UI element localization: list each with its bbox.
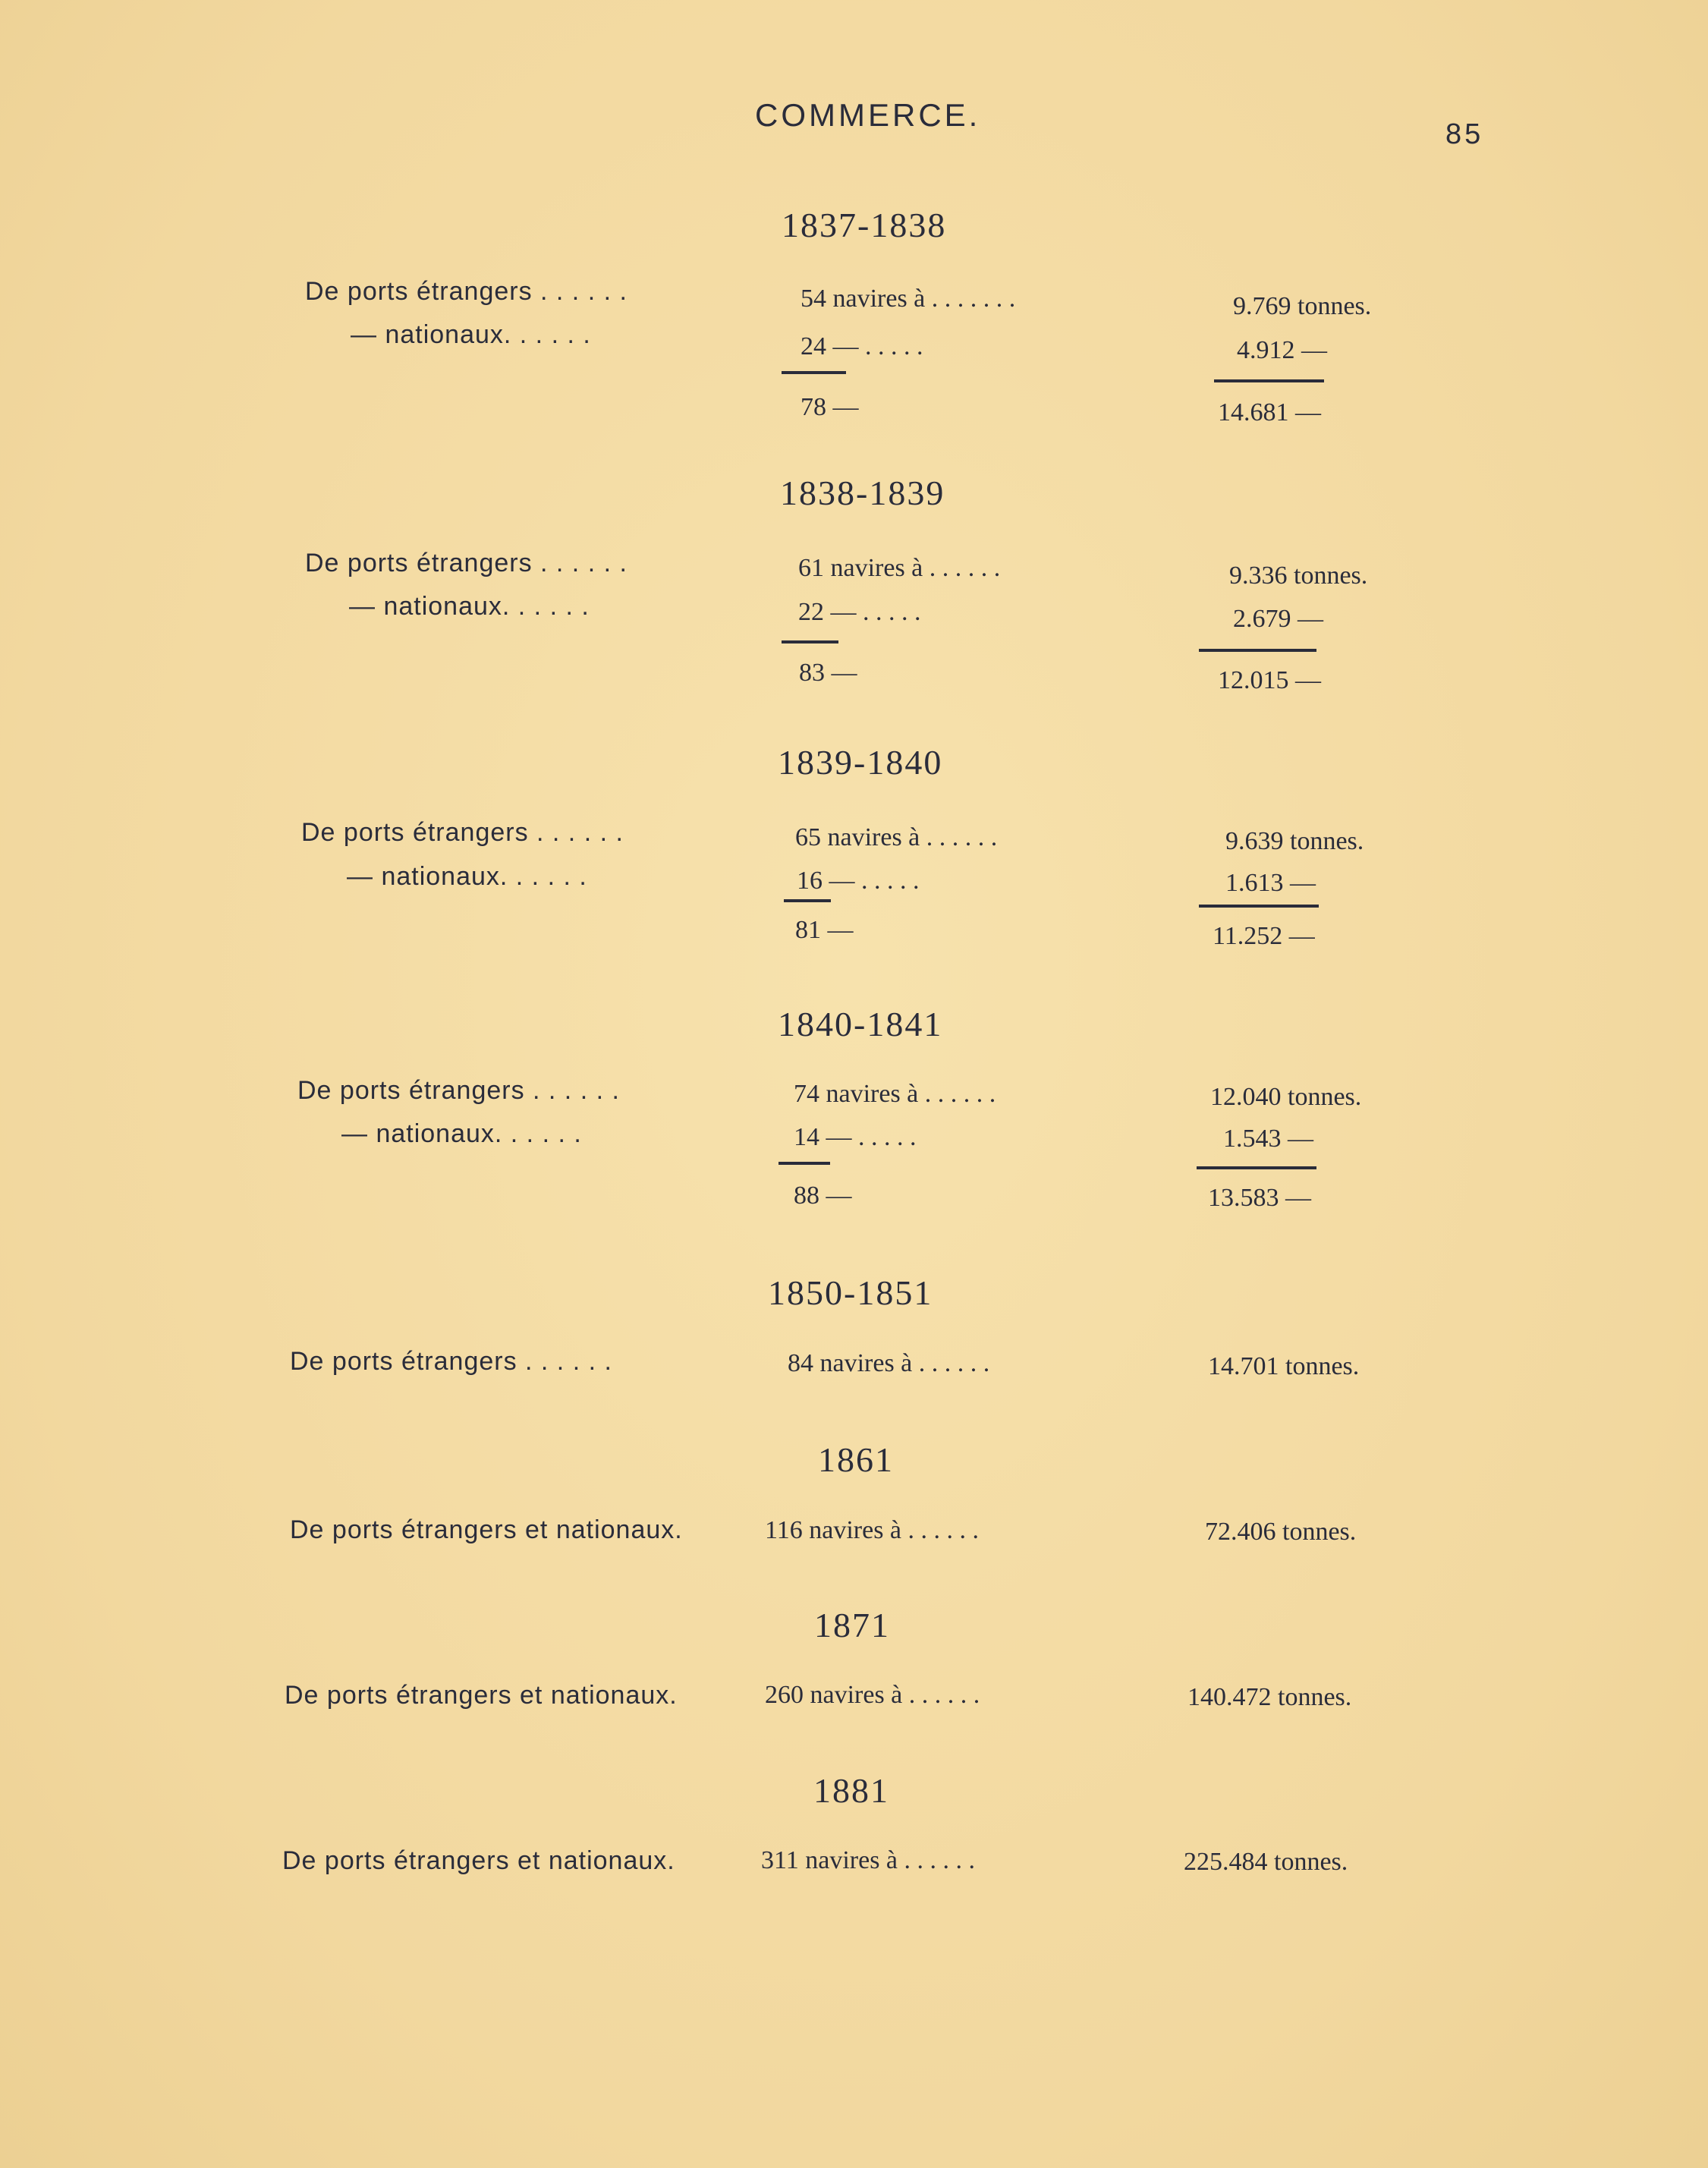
row-label: — nationaux. . . . . .	[347, 862, 587, 891]
row-ships: 14 — . . . . .	[794, 1123, 917, 1151]
row-ships: 74 navires à . . . . . .	[794, 1080, 996, 1108]
page-title: COMMERCE.	[755, 97, 981, 133]
total-ships: 88 —	[794, 1182, 852, 1210]
total-ships: 83 —	[799, 659, 857, 687]
sum-rule	[782, 640, 838, 643]
page-number: 85	[1445, 118, 1484, 150]
year-heading: 1881	[813, 1771, 889, 1810]
sum-rule	[1199, 905, 1319, 908]
row-ships: 116 navires à . . . . . .	[765, 1516, 980, 1544]
row-label: De ports étrangers et nationaux.	[285, 1681, 678, 1710]
year-heading: 1839-1840	[778, 743, 943, 782]
row-tonnage: 9.769 tonnes.	[1233, 292, 1372, 320]
year-heading: 1871	[814, 1606, 890, 1644]
row-ships: 260 navires à . . . . . .	[765, 1681, 980, 1709]
row-label: De ports étrangers . . . . . .	[290, 1347, 612, 1376]
sum-rule	[1199, 649, 1316, 652]
year-heading: 1850-1851	[768, 1273, 933, 1312]
row-tonnage: 1.613 —	[1225, 869, 1316, 897]
row-ships: 311 navires à . . . . . .	[761, 1846, 976, 1874]
year-heading: 1838-1839	[780, 474, 945, 512]
row-ships: 54 navires à . . . . . . .	[801, 285, 1016, 313]
row-label: — nationaux. . . . . .	[341, 1119, 582, 1148]
row-tonnage: 9.336 tonnes.	[1229, 562, 1368, 590]
total-ships: 81 —	[795, 916, 854, 944]
year-heading: 1840-1841	[778, 1005, 943, 1043]
total-tonnage: 12.015 —	[1218, 666, 1321, 694]
row-ships: 24 — . . . . .	[801, 332, 923, 360]
sum-rule	[784, 899, 831, 902]
row-ships: 61 navires à . . . . . .	[798, 554, 1001, 582]
row-label: — nationaux. . . . . .	[351, 320, 591, 349]
row-label: De ports étrangers . . . . . .	[305, 277, 628, 306]
row-tonnage: 72.406 tonnes.	[1205, 1518, 1357, 1546]
row-ships: 84 navires à . . . . . .	[788, 1349, 990, 1377]
row-tonnage: 9.639 tonnes.	[1225, 827, 1364, 855]
row-tonnage: 225.484 tonnes.	[1184, 1848, 1348, 1876]
row-label: De ports étrangers . . . . . .	[297, 1076, 620, 1105]
row-label: De ports étrangers et nationaux.	[282, 1846, 675, 1875]
sum-rule	[779, 1162, 830, 1165]
total-ships: 78 —	[801, 393, 859, 421]
row-label: — nationaux. . . . . .	[349, 592, 590, 621]
row-tonnage: 140.472 tonnes.	[1187, 1683, 1352, 1711]
row-tonnage: 14.701 tonnes.	[1208, 1352, 1360, 1380]
row-ships: 65 navires à . . . . . .	[795, 823, 998, 851]
row-tonnage: 12.040 tonnes.	[1210, 1083, 1362, 1111]
row-label: De ports étrangers . . . . . .	[301, 818, 624, 847]
year-heading: 1837-1838	[782, 206, 947, 244]
sum-rule	[1214, 379, 1324, 382]
row-ships: 16 — . . . . .	[797, 867, 920, 895]
row-tonnage: 2.679 —	[1233, 605, 1323, 633]
row-label: De ports étrangers . . . . . .	[305, 549, 628, 577]
year-heading: 1861	[818, 1440, 894, 1479]
row-ships: 22 — . . . . .	[798, 598, 921, 626]
total-tonnage: 14.681 —	[1218, 398, 1321, 426]
sum-rule	[1197, 1166, 1316, 1169]
row-label: De ports étrangers et nationaux.	[290, 1515, 683, 1544]
total-tonnage: 11.252 —	[1213, 922, 1315, 950]
sum-rule	[782, 371, 846, 374]
total-tonnage: 13.583 —	[1208, 1184, 1311, 1212]
row-tonnage: 4.912 —	[1237, 336, 1327, 364]
row-tonnage: 1.543 —	[1223, 1125, 1313, 1153]
